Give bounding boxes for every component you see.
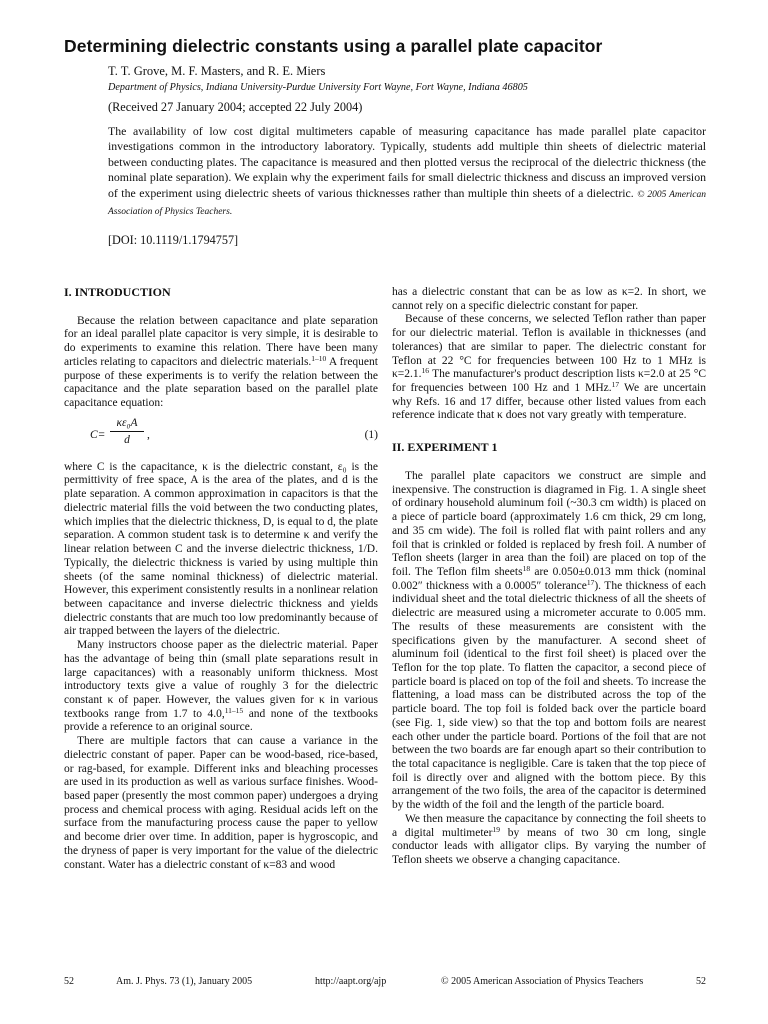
intro-paragraph-1: Because the relation between capacitance and plate separation for an ideal parallel plate capacitor is very simple, it is desirable to do experiments to examine this relation. There have been many articles relating to capacitors and dielectric materials.$^{1-10}$ A frequent purpose of these experiments is to verify the relation between the capacitance and the plate separation based on the parallel plate capacitance equation: xyxy=(64,314,378,410)
equation-comma: , xyxy=(147,428,150,441)
ref-1-10: 1–10 xyxy=(311,353,327,363)
experiment-paragraph-1: The parallel plate capacitors we construct are simple and inexpensive. The construction is diagramed in Fig. 1. A single sheet of ordinary household aluminum foil (~30.3 cm width) is placed on a piece of particle board (approximately 1.6 cm thick, 29 cm long, and 35 cm wide). The foil is rolled flat with paint rollers and any foil that is crinkled or folded is replaced by fresh foil. A number of Teflon sheets (larger in area than the foil) are placed on top of the foil. The Teflon film sheets$^{18}$ are 0.050±0.013 mm thick (nominal 0.002″ thickness with a 0.0005″ tolerance$^{17}$). The thickness of each individual sheet and the total dielectric thickness of all the sheets of dielectric are measured using a micrometer accurate to 0.005 mm. The results of these measurements are consistent with the specifications given by the manufacturer. A second sheet of aluminum foil (identical to the first foil sheet) is placed over the Teflon for the top plate. To flatten the capacitor, a second piece of particle board is placed on top of the foil and sheets. To increase the flattening, a load mass can be distributed across the top of the particle board. The top foil is folded back over the particle board (see Fig. 1, side view) so that the top and bottom foils are nearest each other under the particle board. Portions of the foil that are not between the two boards are far enough apart so their contribution to the total capacitance is negligible. Care is taken that the top piece of foil is directly over and aligned with the bottom piece. By this arrangement of the two foils, the area of the capacitor is determined by the width of the foil and the length of the particle board. xyxy=(392,469,706,812)
authors: T. T. Grove, M. F. Masters, and R. E. Miers xyxy=(108,64,326,78)
ref-11-15: 11–15 xyxy=(224,705,244,715)
section-heading-experiment-1: II. EXPERIMENT 1 xyxy=(392,440,498,455)
right-column xyxy=(392,286,706,868)
ref-19: 19 xyxy=(492,824,500,834)
equation-numerator: κε₀A xyxy=(110,417,144,433)
footer-url[interactable]: http://aapt.org/ajp xyxy=(315,976,387,987)
footer-page-right: 52 xyxy=(696,976,706,987)
ref-17b: 17 xyxy=(586,577,595,587)
left-column xyxy=(64,286,378,872)
abstract-text: The availability of low cost digital multimeters capable of measuring capacitance has made parallel plate capacitor investigations common in the introductory laboratory. Typically, students add multiple thin sheets of dielectric material between conducting plates. The capacitance is measured and then plotted versus the reciprocal of the dielectric thickness (the nominal plate separation). We explain why the experiment fails for small dielectric thickness and discuss an improved version of the experiment using dielectric sheets of various thicknesses rather than multiple thin sheets of a dielectric. xyxy=(108,124,706,200)
equation-number: (1) xyxy=(364,428,378,441)
intro-paragraph-4: There are multiple factors that can cause a variance in the dielectric constant of paper. Paper can be wood-based, rice-based, or rag-based, for example. Different inks and bleaching processes are used in its production as well as various surface finishes. Wood-based paper (presently the most common paper) undergoes a drying process and chemical process with aging. Residual acids left on the surface from the manufacturing process cause the paper to yellow and become drier over time. In addition, paper is hygroscopic, and the dryness of paper is very important for the value of the dielectric constant. Water has a dielectric constant of κ=83 and wood xyxy=(64,735,378,871)
abstract xyxy=(108,124,706,220)
ref-17: 17 xyxy=(611,380,620,390)
footer-page-left: 52 xyxy=(64,976,74,987)
equation-lhs: C= xyxy=(90,428,106,441)
abstract-copyright: © 2005 American Association of Physics Teachers. xyxy=(108,189,707,218)
footer-journal: Am. J. Phys. 73 (1), January 2005 xyxy=(116,976,253,987)
footer-copyright: © 2005 American Association of Physics Teachers xyxy=(441,976,644,987)
affiliation: Department of Physics, Indiana University-Purdue University Fort Wayne, Fort Wayne, Indiana 46805 xyxy=(108,82,528,93)
intro-paragraph-3: Many instructors choose paper as the dielectric material. Paper has the advantage of being thin (small plate separations result in large capacitances) with a reasonably uniform thickness. Most introductory texts give a value of roughly 3 for the dielectric constant κ of paper. However, the values given for κ in various textbooks range from 1.7 to 4.0,$^{11-15}$ and none of the textbooks provide a reference to an original source. xyxy=(64,639,379,734)
equation-1 xyxy=(64,415,378,455)
doi: [DOI: 10.1119/1.1794757] xyxy=(108,233,239,247)
received-dates: (Received 27 January 2004; accepted 22 July 2004) xyxy=(108,100,363,114)
equation-fraction xyxy=(110,417,144,448)
ref-18: 18 xyxy=(522,563,531,573)
intro-paragraph-2: where C is the capacitance, κ is the dielectric constant, ε₀ is the permittivity of free space, A is the area of the plates, and d is the plate separation. A common approximation in capacitors is that the dielectric material fills the void between the two conducting plates, which implies that the dielectric thickness, D, is equal to d, the plate separation. A common student task is to determine κ and verify the linear relation between C and the inverse dielectric thickness, 1/D. Typically, the dielectric thickness is varied by using multiple thin sheets (of the same nominal thickness) of dielectric material. However, this experiment consistently results in a nonlinear relation between capacitance and inverse dielectric thickness and yields dielectric constants that are much too low predominantly because of air trapped between the layers of the dielectric. xyxy=(64,460,378,638)
paper-title: Determining dielectric constants using a parallel plate capacitor xyxy=(64,36,603,56)
section-heading-introduction: I. INTRODUCTION xyxy=(64,285,171,299)
experiment-paragraph-2: We then measure the capacitance by connecting the foil sheets to a digital multimeter$^{19}$ by means of two 30 cm long, single conductor leads with alligator clips. By varying the number of Teflon sheets we observe a changing capacitance. xyxy=(392,812,706,867)
ref-16: 16 xyxy=(421,366,430,376)
right-paragraph-1: has a dielectric constant that can be as low as κ=2. In short, we cannot rely on a specific dielectric constant for paper. xyxy=(392,286,706,312)
equation-denominator: d xyxy=(124,434,130,447)
right-paragraph-2: Because of these concerns, we selected Teflon rather than paper for our dielectric material. Teflon is available in thicknesses (and tolerances) that are similar to paper. The dielectric constant for Teflon at 22 °C for frequencies between 100 Hz to 1 MHz is κ=2.1.16 The manufacturer's product description lists κ=2.0 at 25 °C for frequencies between 100 Hz and 1 MHz.$^{17}$ We are uncertain why Refs. 16 and 17 differ, because other listed values from each reference indicate that κ does not vary greatly with temperature. xyxy=(392,313,707,422)
